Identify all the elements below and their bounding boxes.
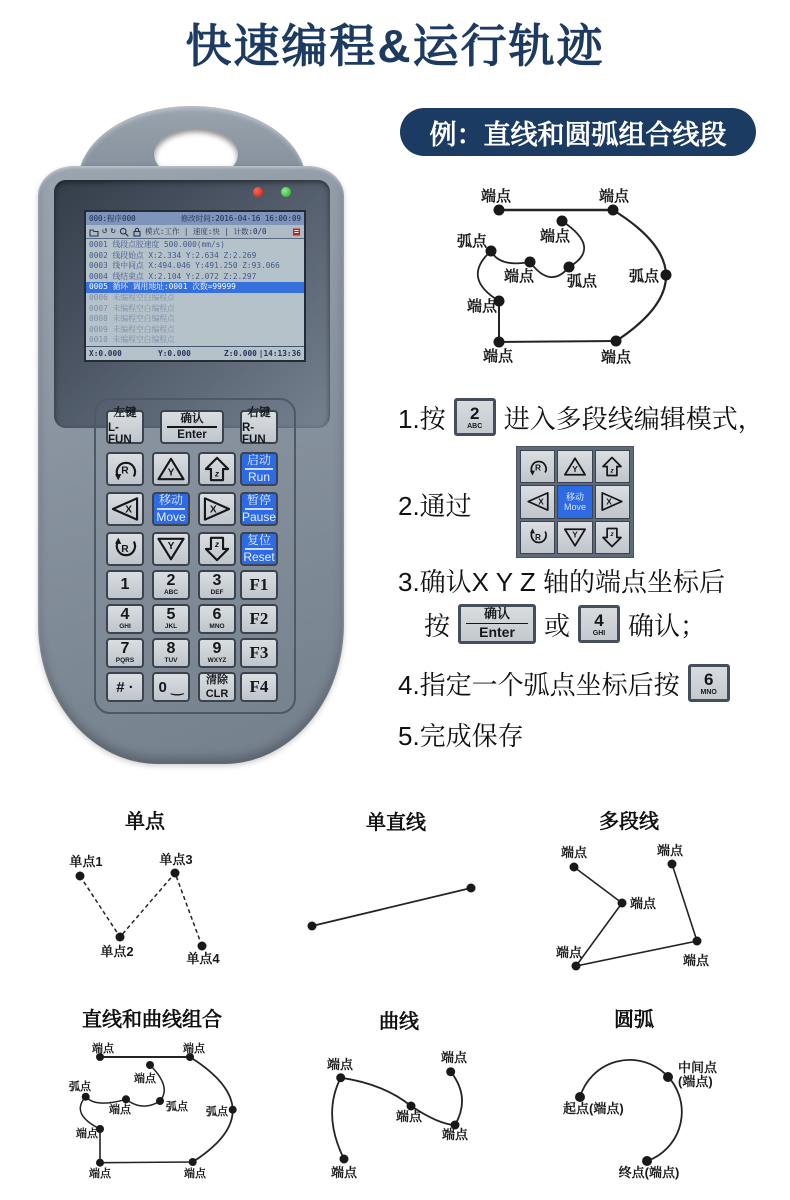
endpoint-label: 端点 xyxy=(560,845,588,860)
y-up-icon xyxy=(156,456,186,482)
endpoint-label: 端点 xyxy=(503,268,535,285)
key-7[interactable]: 7 PQRS xyxy=(106,638,144,668)
single-point-title: 单点 xyxy=(125,811,165,833)
endpoint-label: 端点 xyxy=(395,1109,423,1124)
key-5[interactable]: 5 JKL xyxy=(152,604,190,634)
arc-title: 圆弧 xyxy=(614,1009,654,1031)
right-fun-key[interactable]: 右键 R-FUN xyxy=(240,410,278,444)
polyline-diagram xyxy=(535,840,765,980)
svg-text:X: X xyxy=(125,504,133,516)
r-cw-icon xyxy=(110,536,140,562)
x-left-icon xyxy=(110,496,140,522)
endpoint-label: 端点 xyxy=(656,843,684,858)
single-line-diagram xyxy=(295,865,495,945)
svg-text:R: R xyxy=(534,463,541,473)
program-line: 0001 线段点胶速度 500.000(mm/s) xyxy=(89,240,225,250)
arcpoint-label: 弧点 xyxy=(628,268,660,285)
arcpoint-label: 弧点 xyxy=(69,1081,91,1093)
screen-header xyxy=(86,212,304,225)
svg-text:z: z xyxy=(214,468,220,479)
modified-time: 修改时间:2016-04-16 16:00:09 xyxy=(180,214,301,223)
arcpoint-label: 弧点 xyxy=(566,273,598,290)
enter-key[interactable]: 确认 Enter xyxy=(160,410,224,444)
y-down-icon xyxy=(156,536,186,562)
x-right-key-mini xyxy=(595,485,630,518)
program-line: 0004 线结束点 X:2.104 Y:2.072 Z:2.297 xyxy=(89,271,257,281)
move-key-mini: 移动 Move xyxy=(557,485,592,518)
page-title: 快速编程&运行轨迹 xyxy=(185,20,605,72)
endpoint-label: 端点 xyxy=(92,1043,114,1055)
program-line: 0002 线段始点 X:2.334 Y:2.634 Z:2.269 xyxy=(89,250,257,260)
program-line-list xyxy=(86,239,304,346)
z-down-icon xyxy=(202,536,232,562)
svg-text:Y: Y xyxy=(572,530,578,540)
key-0[interactable]: 0 ‿ xyxy=(152,672,190,702)
point-label: 单点2 xyxy=(100,944,134,959)
endpoint-label: 端点 xyxy=(76,1128,98,1140)
status-z: Z:0.000 xyxy=(224,348,257,358)
lock-icon xyxy=(132,227,142,237)
program-name: 000:程序000 xyxy=(89,214,136,223)
z-down-key[interactable] xyxy=(198,532,236,566)
endpoint-label: 端点 xyxy=(482,348,514,365)
key-f3[interactable]: F3 xyxy=(240,638,278,668)
screen-status-bar xyxy=(86,346,304,360)
r-ccw-icon xyxy=(110,456,140,482)
arcpoint-label: 弧点 xyxy=(456,233,488,250)
x-right-key[interactable] xyxy=(198,492,236,526)
step-1: 1.按 2 ABC 进入多段线编辑模式， xyxy=(398,398,764,436)
endpoint-label: 端点 xyxy=(539,228,571,245)
r-cw-key-mini xyxy=(520,521,555,554)
program-line: 0008 未编程空白编程点 xyxy=(89,314,175,324)
z-up-key-mini xyxy=(595,450,630,483)
r-ccw-key-mini xyxy=(520,450,555,483)
svg-text:Y: Y xyxy=(572,464,578,474)
svg-text:X: X xyxy=(606,497,613,507)
enter-key-chip: 确认 Enter xyxy=(458,604,536,644)
z-down-key-mini xyxy=(595,521,630,554)
point-label: 单点4 xyxy=(186,951,220,966)
arrow-keypad-illustration xyxy=(516,446,634,558)
device-screen xyxy=(84,210,306,362)
program-line: 0007 未编程空白编程点 xyxy=(89,303,175,313)
r-cw-key[interactable] xyxy=(106,532,144,566)
endpoint-label: 端点 xyxy=(555,945,583,960)
x-left-key-mini xyxy=(520,485,555,518)
key-hash[interactable]: # · xyxy=(106,672,144,702)
endpoint-label: 端点 xyxy=(89,1168,111,1180)
point-label: 单点1 xyxy=(69,854,103,869)
svg-text:R: R xyxy=(121,543,129,555)
toolbar-status: 模式:工作 | 速度:快 | 计数:0/0 xyxy=(144,227,267,237)
endpoint-label: 端点 xyxy=(183,1043,205,1055)
key-4-chip: 4 GHI xyxy=(578,605,620,643)
endpoint-label: 端点 xyxy=(184,1168,206,1180)
program-line-selected: 0005 循环 调用地址:0001 次数=99999 xyxy=(86,282,304,293)
clear-key[interactable]: 清除 CLR xyxy=(198,672,236,702)
key-3[interactable]: 3 DEF xyxy=(198,570,236,600)
example-diagram xyxy=(420,180,785,380)
key-4[interactable]: 4 GHI xyxy=(106,604,144,634)
step-4: 4.指定一个弧点坐标后按 6 MNO xyxy=(398,664,730,702)
arcpoint-label: 弧点 xyxy=(206,1106,228,1118)
svg-text:X: X xyxy=(209,504,217,516)
program-line: 0009 未编程空白编程点 xyxy=(89,324,175,334)
run-key[interactable]: 启动 Run xyxy=(240,452,278,486)
key-8[interactable]: 8 TUV xyxy=(152,638,190,668)
arc-mid-label: 中间点 xyxy=(678,1060,718,1075)
program-line: 0006 未编程空白编程点 xyxy=(89,293,175,302)
curve-title: 曲线 xyxy=(379,1011,419,1033)
arc-end-label: 终点(端点) xyxy=(618,1165,680,1180)
endpoint-label: 端点 xyxy=(600,349,632,366)
step-3-line1: 3.确认X Y Z 轴的端点坐标后 xyxy=(398,567,725,597)
card-icon xyxy=(292,227,301,237)
endpoint-label: 端点 xyxy=(134,1073,156,1085)
endpoint-label: 端点 xyxy=(682,953,710,968)
y-up-key[interactable] xyxy=(152,452,190,486)
combo-title: 直线和曲线组合 xyxy=(82,1009,222,1031)
key-6[interactable]: 6 MNO xyxy=(198,604,236,634)
svg-text:z: z xyxy=(610,467,614,475)
endpoint-label: 端点 xyxy=(466,298,498,315)
endpoint-label: 端点 xyxy=(330,1165,358,1180)
svg-text:R: R xyxy=(121,465,129,477)
undo-icon: ↺ xyxy=(102,226,108,237)
polyline-title: 多段线 xyxy=(599,811,659,833)
svg-text:Y: Y xyxy=(167,467,175,479)
arcpoint-label: 弧点 xyxy=(166,1101,188,1113)
left-fun-key[interactable]: 左键 L-FUN xyxy=(106,410,144,444)
status-led-green xyxy=(281,187,291,197)
status-x: X:0.000 xyxy=(89,348,122,358)
key-2-chip: 2 ABC xyxy=(454,398,496,436)
endpoint-label: 端点 xyxy=(598,188,630,205)
key-2[interactable]: 2 ABC xyxy=(152,570,190,600)
status-y: Y:0.000 xyxy=(158,348,191,358)
endpoint-label: 端点 xyxy=(630,896,657,911)
combo-diagram xyxy=(48,1032,268,1184)
move-key[interactable]: 移动 Move xyxy=(152,492,190,526)
single-point-diagram xyxy=(40,845,240,980)
arc-diagram xyxy=(548,1045,758,1190)
reset-key[interactable]: 复位 Reset xyxy=(240,532,278,566)
program-line: 0003 线中间点 X:494.046 Y:491.250 Z:93.066 xyxy=(89,261,280,271)
step-2: 2.通过 xyxy=(398,491,472,521)
point-label: 单点3 xyxy=(159,852,193,867)
svg-text:z: z xyxy=(610,530,614,538)
example-header: 例：直线和圆弧组合线段 xyxy=(400,108,756,156)
x-left-key[interactable] xyxy=(106,492,144,526)
single-line-title: 单直线 xyxy=(366,812,426,834)
key-9[interactable]: 9 WXYZ xyxy=(198,638,236,668)
key-1[interactable]: 1 xyxy=(106,570,144,600)
svg-text:X: X xyxy=(537,497,544,507)
key-6-chip: 6 MNO xyxy=(688,664,730,702)
arc-mid-label2: (端点) xyxy=(678,1074,713,1089)
svg-text:z: z xyxy=(214,539,220,550)
endpoint-label: 端点 xyxy=(440,1050,468,1065)
power-led-red xyxy=(253,187,263,197)
step-5: 5.完成保存 xyxy=(398,721,524,751)
pause-key[interactable]: 暂停 Pause xyxy=(240,492,278,526)
endpoint-label: 端点 xyxy=(109,1104,131,1116)
endpoint-label: 端点 xyxy=(480,188,512,205)
svg-text:R: R xyxy=(534,532,541,542)
key-f2[interactable]: F2 xyxy=(240,604,278,634)
y-down-key[interactable] xyxy=(152,532,190,566)
zoom-icon xyxy=(119,227,129,237)
screen-toolbar xyxy=(86,225,304,239)
endpoint-label: 端点 xyxy=(441,1127,469,1142)
folder-icon xyxy=(89,227,99,237)
endpoint-label: 端点 xyxy=(326,1057,354,1072)
step-3-line2: 按 确认 Enter 或 4 GHI 确认； xyxy=(424,604,706,644)
program-line: 0010 未编程空白编程点 xyxy=(89,335,175,345)
r-ccw-key[interactable] xyxy=(106,452,144,486)
z-up-key[interactable] xyxy=(198,452,236,486)
key-f1[interactable]: F1 xyxy=(240,570,278,600)
key-f4[interactable]: F4 xyxy=(240,672,278,702)
y-down-key-mini xyxy=(557,521,592,554)
redo-icon: ↻ xyxy=(110,226,116,237)
curve-diagram xyxy=(305,1045,500,1190)
z-up-icon xyxy=(202,456,232,482)
svg-text:Y: Y xyxy=(167,541,175,552)
status-time: |14:13:36 xyxy=(258,348,301,358)
x-right-icon xyxy=(202,496,232,522)
y-up-key-mini xyxy=(557,450,592,483)
arc-start-label: 起点(端点) xyxy=(563,1101,624,1116)
